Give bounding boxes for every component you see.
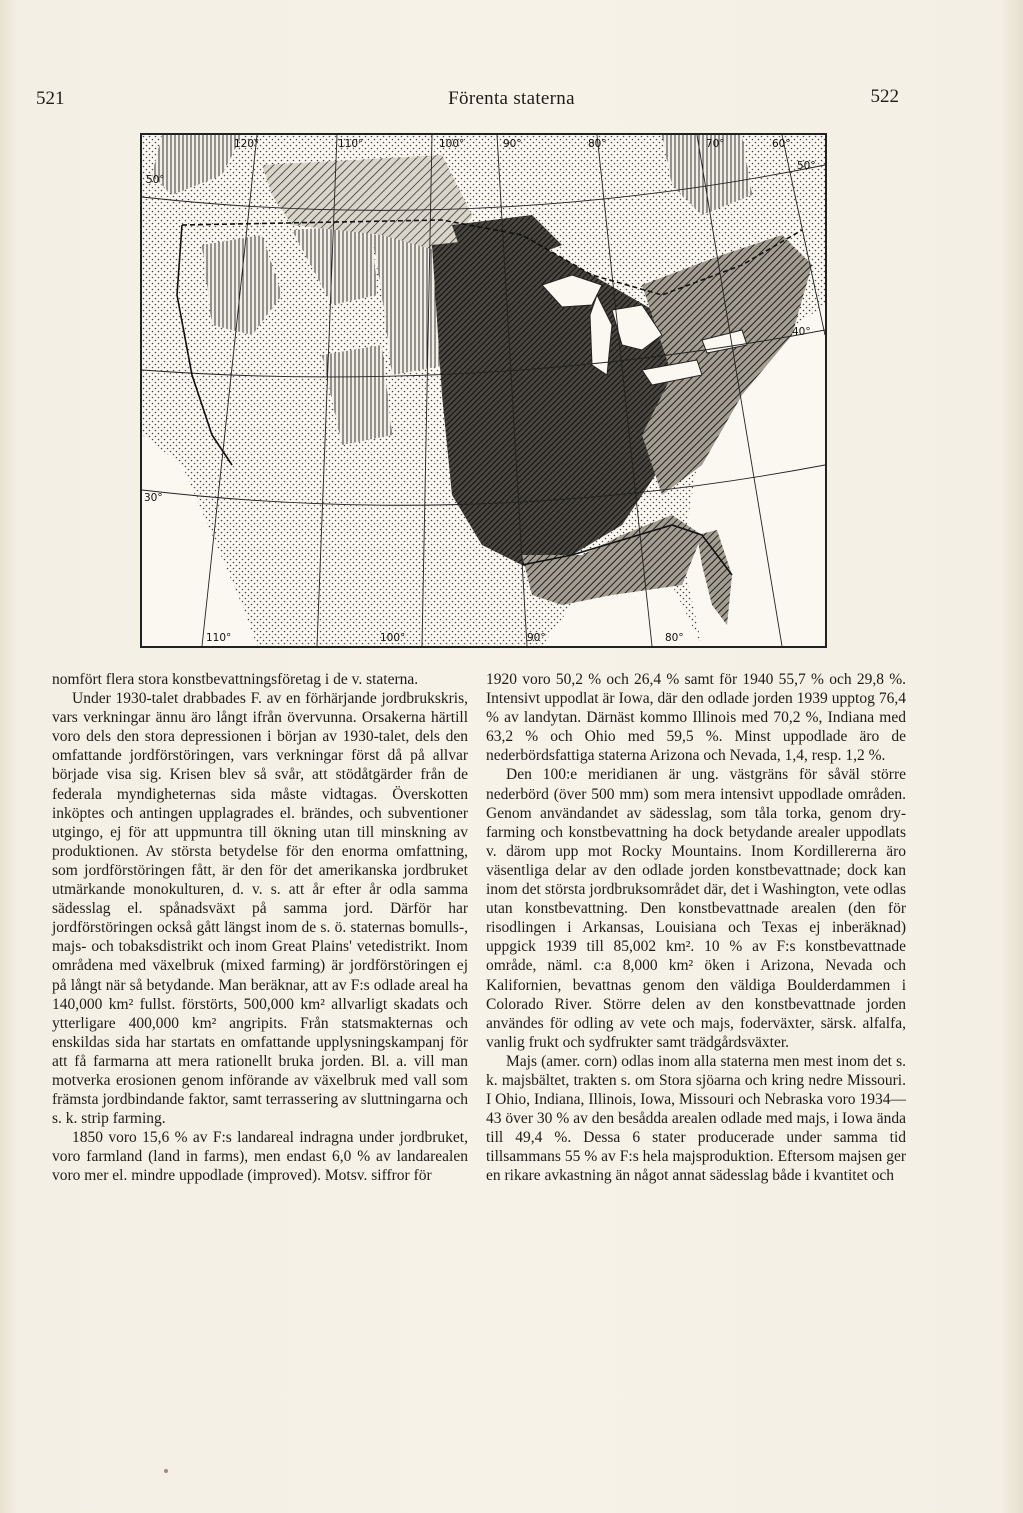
map-legend <box>825 567 827 648</box>
parallel-label: 50° <box>146 174 165 186</box>
paragraph: 1850 voro 15,6 % av F:s landareal indragna under jordbruket, voro farmland (land in farms), men endast 6,0 % av landarealen voro mer el. mindre uppodlade (improved). Motsv. siffror för <box>52 1129 468 1185</box>
meridian-label: 60° <box>772 138 791 150</box>
map-drawing <box>142 135 825 646</box>
page-title: Förenta staterna <box>448 88 575 109</box>
meridian-label-bottom: 100° <box>380 632 406 644</box>
cultivated-land-map <box>140 133 827 648</box>
paragraph: nomfört flera stora konstbevattningsföretag i de v. staterna. <box>52 671 419 688</box>
meridian-label-bottom: 80° <box>665 632 684 644</box>
meridian-label: 80° <box>588 138 607 150</box>
meridian-label-bottom: 90° <box>527 632 546 644</box>
parallel-label: 40° <box>792 326 811 338</box>
meridian-label: 120° <box>234 138 260 150</box>
meridian-label: 110° <box>338 138 364 150</box>
running-head <box>0 88 1023 118</box>
paragraph: Under 1930-talet drabbades F. av en förhärjande jordbrukskris, vars verkningar ännu äro långt ifrån övervunna. Orsakerna härtill voro dels den stora depressionen i början av 1930-talet, dels den omfattande jordförstöringen, vars verkningar först då på allvar började visa sig. Krisen blev så svår, att stödåtgärder från de federala myndigheternas sida måste vidtagas. Överskotten inköptes och antingen upplagrades el. brändes, och subventioner utgingo, ej för att uppmuntra till ökning utan till minskning av produktionen. Av största betydelse för den enorma omfattning, som jordförstöringen fått, är den för det amerikanska jordbruket utmärkande monokulturen, d. v. s. att år efter år odla samma sädesslag el. spånadsväxt på samma jord. Därför har jordförstöringen också gått längst inom de s. ö. staternas bomulls-, majs- och tobaksdistrikt och inom Great Plains' vetedistrikt. Inom områdena med växelbruk (mixed farming) är jordförstöringen ej på långt när så betydande. Man beräknar, att av F:s odlade areal ha 140,000 km² fullst. förstörts, 500,000 km² allvarligt skadats och ytterligare 400,000 km² angripits. Från statsmakternas och enskildas sida har startats en omfattande upplysningskampanj för att få farmarna att mera rationellt bruka jorden. Bl. a. vill man motverka erosionen genom införande av växelbruk med vall som främsta jordbindande faktor, samt terrassering av sluttningarna och s. k. strip farming. <box>52 690 468 1128</box>
left-text-column <box>52 670 468 1186</box>
paragraph: Den 100:e meridianen är ung. västgräns för såväl större nederbörd (över 500 mm) som mera intensivt uppodlade områden. Genom användandet av sädesslag, som tåla torka, genom dry-farming och konstbevattning ha dock betydande arealer uppodlats v. därom upp mot Rocky Mountains. Inom Kordillererna äro väsentliga delar av den odlade jorden konstbevattnade; dock kan inom det största jordbruksområdet där, det i Washington, vete odlas utan konstbevattning. Den konstbevattnade arealen (den för risodlingen i Arkansas, Louisiana och Texas ej inberäknad) uppgick 1939 till 85,002 km². 10 % av F:s konstbevattnade område, näml. c:a 8,000 km² öken i Arizona, Nevada och Kalifornien, bevattnas genom den väldiga Boulderdammen i Colorado River. Större delen av den konstbevattnade jorden användes för odling av vete och majs, foderväxter, särsk. alfalfa, vanlig frukt och sydfrukter samt trädgårdsväxter. <box>486 766 906 1051</box>
meridian-label-bottom: 110° <box>206 632 232 644</box>
meridian-label: 100° <box>439 138 465 150</box>
parallel-label: 50° <box>797 160 816 172</box>
right-page-number: 522 <box>870 86 899 107</box>
paragraph: Majs (amer. corn) odlas inom alla staterna men mest inom det s. k. majsbältet, trakten s. om Stora sjöarna och kring nedre Missouri. I Ohio, Indiana, Illinois, Iowa, Missouri och Nebraska voro 1934—43 över 30 % av den besådda arealen odlade med majs, i Iowa ända till 49,4 %. Dessa 6 stater producerade under samma tid tillsammans 55 % av F:s hela majsproduktion. Eftersom majsen ger en rikare avkastning än något annat sädesslag både i kvantitet och <box>486 1052 906 1185</box>
left-page-number: 521 <box>36 88 65 109</box>
meridian-label: 70° <box>706 138 725 150</box>
paragraph: 1920 voro 50,2 % och 26,4 % samt för 1940 55,7 % och 29,8 %. Intensivt uppodlat är Iowa, där den odlade jorden 1939 upptog 76,4 % av landytan. Därnäst kommo Illinois med 70,2 %, Indiana med 63,2 % och Ohio med 59,5 %. Minst uppodlade äro de nederbördsfattiga staterna Arizona och Nevada, 1,4, resp. 1,2 %. <box>486 671 906 765</box>
parallel-label: 30° <box>144 492 163 504</box>
right-text-column <box>486 670 906 1186</box>
paper-speck <box>164 1469 168 1473</box>
meridian-label: 90° <box>503 138 522 150</box>
